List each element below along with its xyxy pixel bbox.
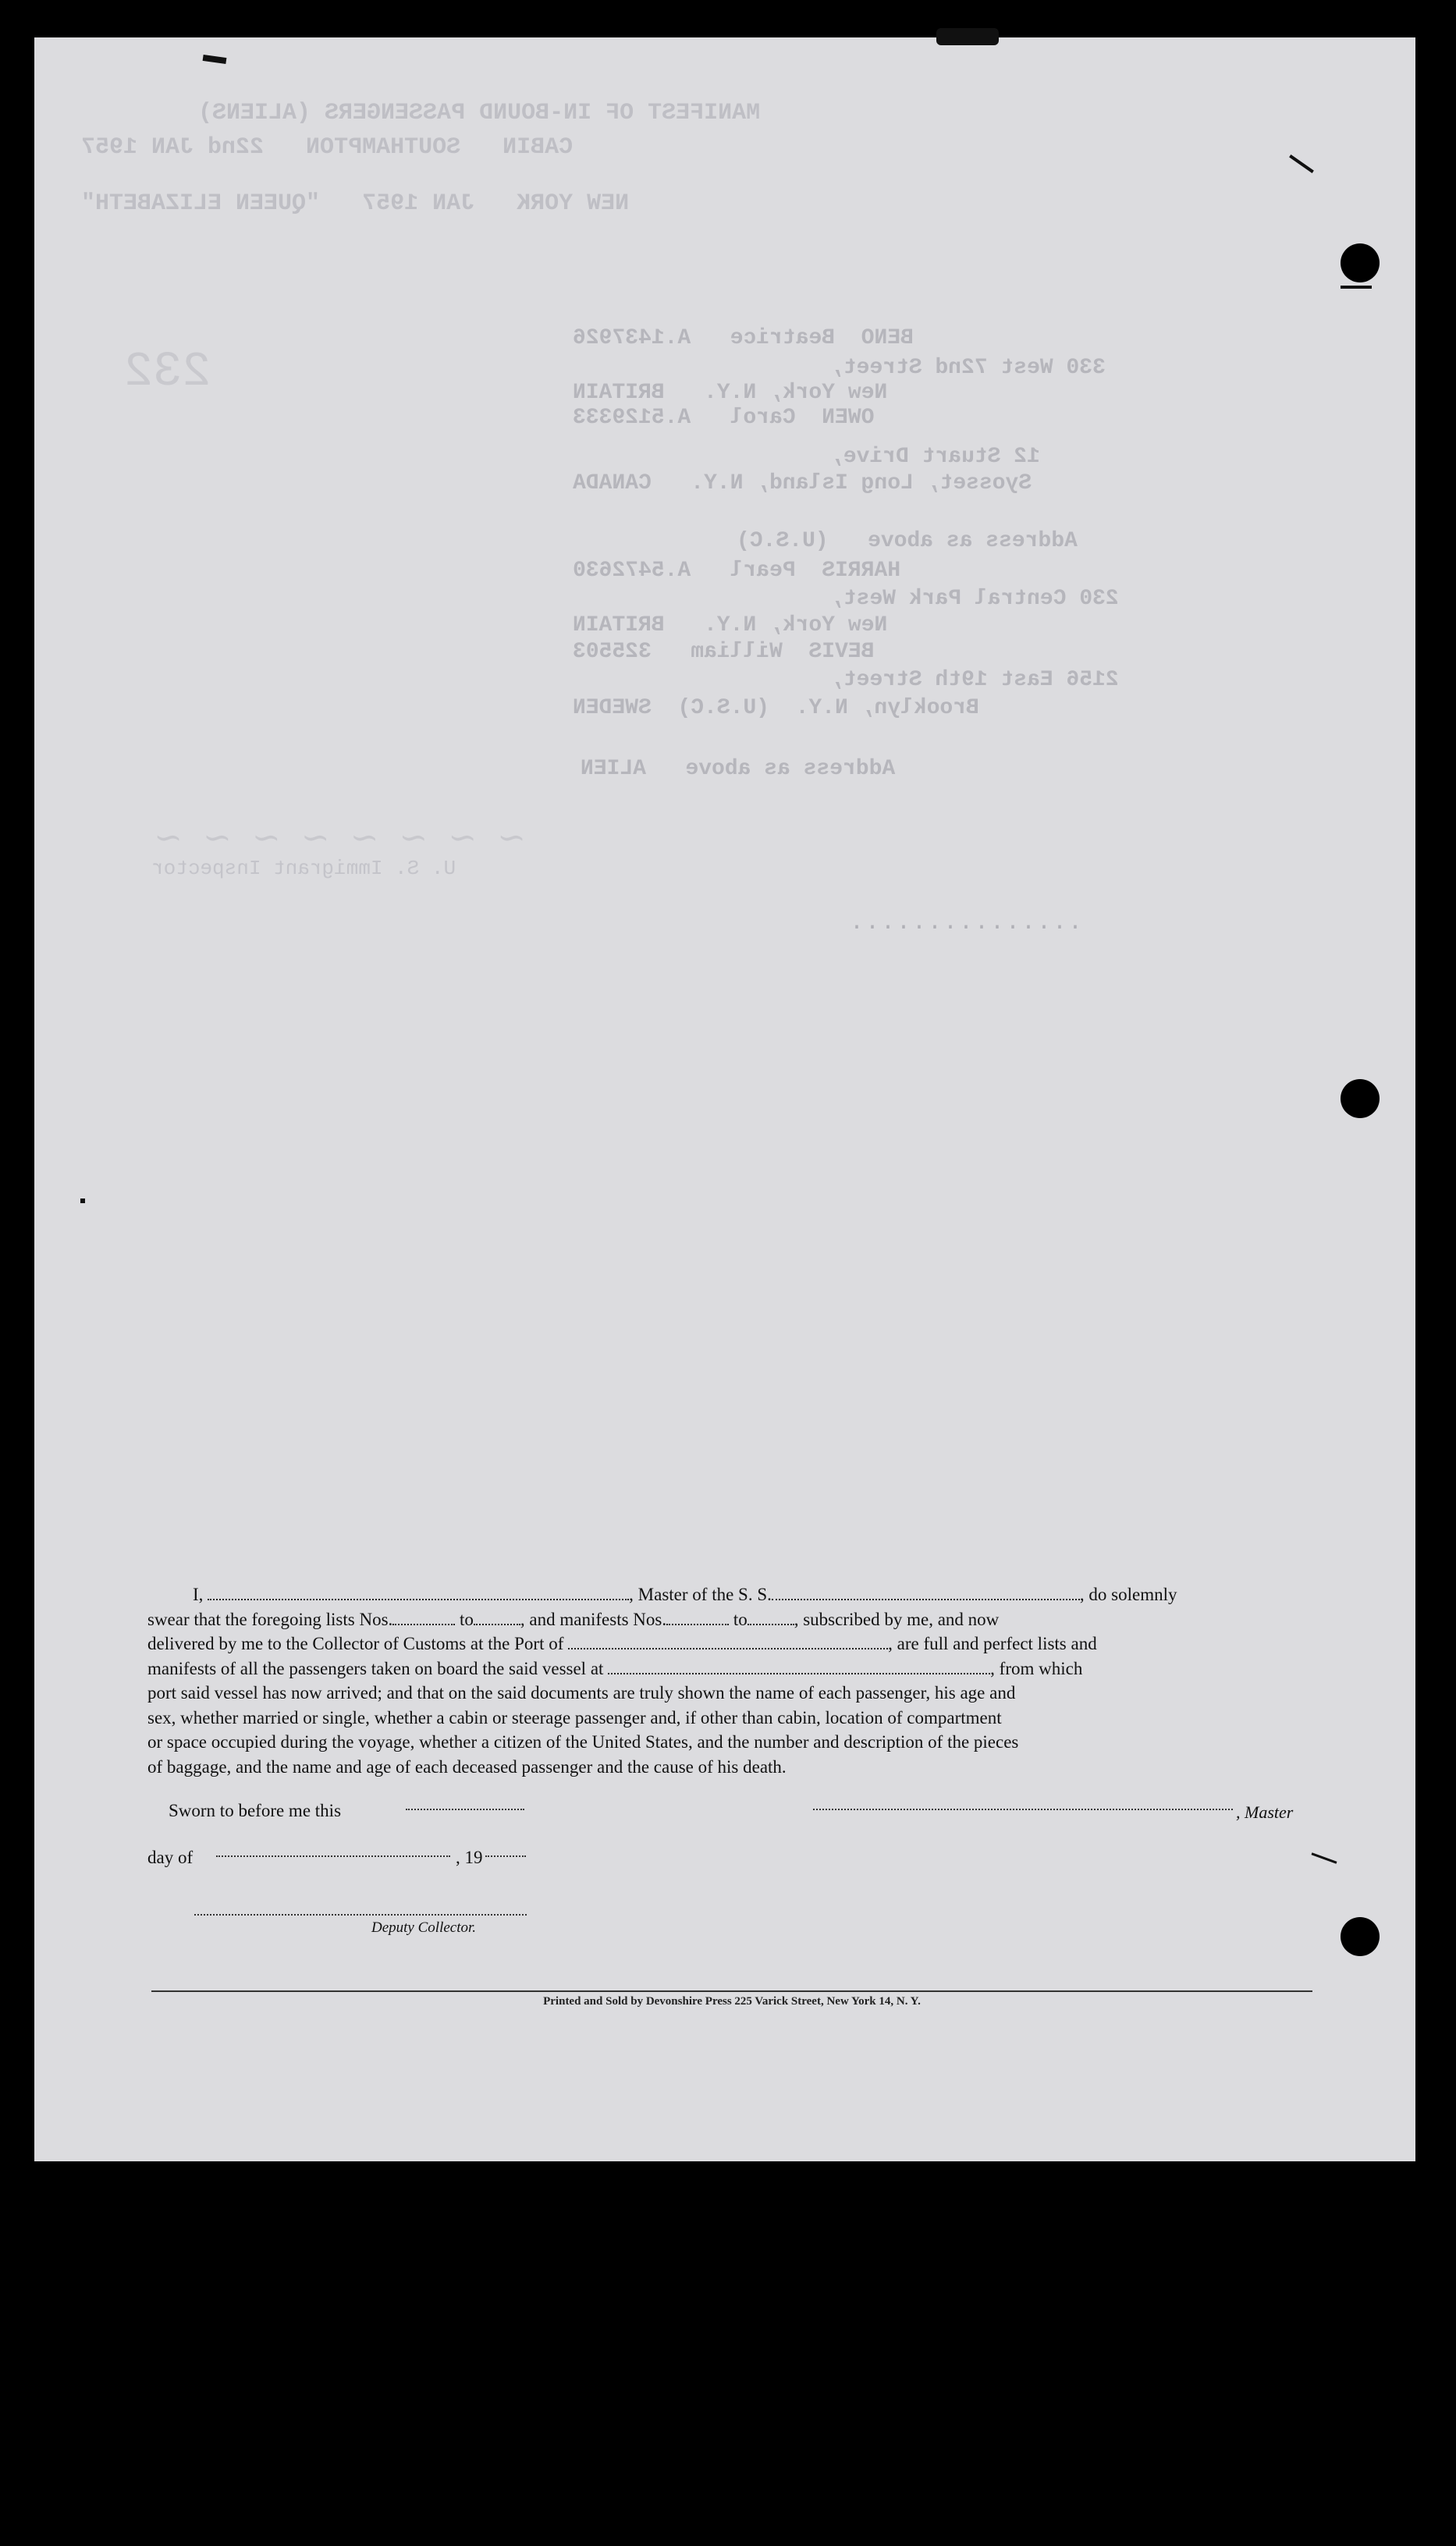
declaration-text: to bbox=[460, 1609, 474, 1629]
bleed-inspector: U. S. Immigrant Inspector bbox=[151, 857, 456, 880]
lists-to-blank bbox=[474, 1610, 520, 1625]
port-blank bbox=[568, 1634, 888, 1649]
declaration-line: sex, whether married or single, whether a cabin or steerage passenger and, if other than cabin, location of compartment bbox=[147, 1707, 1002, 1728]
declaration-line bbox=[147, 1607, 1310, 1632]
sworn-date-blank bbox=[406, 1809, 524, 1810]
printer-imprint: Printed and Sold by Devonshire Press 225 Varick Street, New York 14, N. Y. bbox=[543, 1995, 921, 2008]
ship-name-blank bbox=[772, 1585, 1080, 1600]
bleed-entry: 2156 East 19th Street, bbox=[830, 668, 1119, 692]
bleed-header-2: CABIN SOUTHAMPTON 22nd JAN 1957 bbox=[81, 134, 574, 161]
declaration-text: , Master of the S. S. bbox=[629, 1585, 772, 1604]
year-blank bbox=[485, 1855, 526, 1857]
bleed-entry: 330 West 72nd Street, bbox=[830, 356, 1106, 380]
bleed-entry: OWEN Carol A.5129333 bbox=[573, 406, 875, 430]
punch-hole bbox=[1341, 1917, 1380, 1956]
declaration-line: port said vessel has now arrived; and that on the said documents are truly shown the name of each passenger, his age and bbox=[147, 1683, 1016, 1703]
manifests-from-blank bbox=[666, 1610, 729, 1625]
declaration-text: , from which bbox=[990, 1658, 1083, 1678]
punch-hole bbox=[1341, 1079, 1380, 1118]
master-label: , Master bbox=[1236, 1802, 1294, 1822]
year-label: , 19 bbox=[456, 1848, 483, 1867]
bleed-entry: New York, N.Y. BRITAIN bbox=[573, 381, 888, 405]
day-of-label: day of bbox=[147, 1848, 194, 1867]
bleed-entry: HARRIS Pearl A.5472630 bbox=[573, 559, 901, 583]
manifest-page bbox=[34, 37, 1415, 2161]
declaration-line: of baggage, and the name and age of each deceased passenger and the cause of his death. bbox=[147, 1756, 787, 1777]
deputy-signature-blank bbox=[194, 1914, 527, 1916]
declaration-text: to bbox=[733, 1609, 748, 1629]
bleed-sheet-number: 232 bbox=[124, 344, 211, 399]
declaration-line: or space occupied during the voyage, whether a citizen of the United States, and the number and description of the pieces bbox=[147, 1732, 1019, 1752]
master-signature-blank bbox=[813, 1809, 1233, 1810]
declaration-line bbox=[147, 1656, 1310, 1681]
origin-port-blank bbox=[608, 1659, 990, 1674]
declaration-text: I, bbox=[193, 1585, 204, 1604]
bleed-entry: 230 Central Park West, bbox=[830, 587, 1119, 611]
bleed-entry: 12 Stuart Drive, bbox=[830, 445, 1040, 469]
bleed-entry: Brooklyn, N.Y. (U.S.C) SWEDEN bbox=[573, 696, 979, 720]
bleed-header-3: NEW YORK JAN 1957 "QUEEN ELIZABETH" bbox=[81, 190, 630, 217]
bleed-header-1: MANIFEST OF IN-BOUND PASSENGERS (ALIENS) bbox=[198, 100, 761, 126]
bleed-entry: Address as above (U.S.C) bbox=[737, 529, 1078, 553]
declaration-text: swear that the foregoing lists Nos. bbox=[147, 1609, 393, 1629]
bleed-entry: BEVIS William 325503 bbox=[573, 640, 875, 664]
declaration-text: delivered by me to the Collector of Customs at the Port of bbox=[147, 1634, 564, 1653]
deputy-collector-label: Deputy Collector. bbox=[371, 1919, 477, 1936]
lists-from-blank bbox=[392, 1610, 455, 1625]
declaration-line bbox=[147, 1632, 1310, 1656]
scan-speck bbox=[1341, 286, 1372, 289]
sworn-label: Sworn to before me this bbox=[169, 1801, 342, 1820]
master-name-blank bbox=[208, 1585, 629, 1600]
declaration-line bbox=[147, 1582, 1310, 1607]
declaration-text: , subscribed by me, and now bbox=[794, 1609, 1000, 1629]
masters-declaration bbox=[147, 1582, 1310, 1779]
scan-speck bbox=[80, 1198, 85, 1203]
declaration-text: , and manifests Nos. bbox=[520, 1609, 667, 1629]
bleed-entry: BENO Beatrice A.1437926 bbox=[573, 326, 914, 350]
declaration-text: manifests of all the passengers taken on board the said vessel at bbox=[147, 1658, 604, 1678]
bleed-dots: ............... bbox=[850, 910, 1085, 936]
bleed-entry: Address as above ALIEN bbox=[581, 757, 896, 781]
bleed-entry: New York, N.Y. BRITAIN bbox=[573, 613, 888, 637]
bleed-entry: Syosset, Long Island, N.Y. CANADA bbox=[573, 471, 1032, 495]
month-blank bbox=[216, 1855, 450, 1857]
footer-rule bbox=[151, 1990, 1312, 1992]
manifests-to-blank bbox=[748, 1610, 794, 1625]
declaration-text: , are full and perfect lists and bbox=[888, 1634, 1097, 1653]
declaration-text: , do solemnly bbox=[1079, 1585, 1177, 1604]
bleed-signature-scribble: ~ ~ ~ ~ ~ ~ ~ ~ bbox=[149, 818, 526, 858]
punch-hole bbox=[1341, 243, 1380, 282]
scan-speck bbox=[936, 28, 999, 45]
